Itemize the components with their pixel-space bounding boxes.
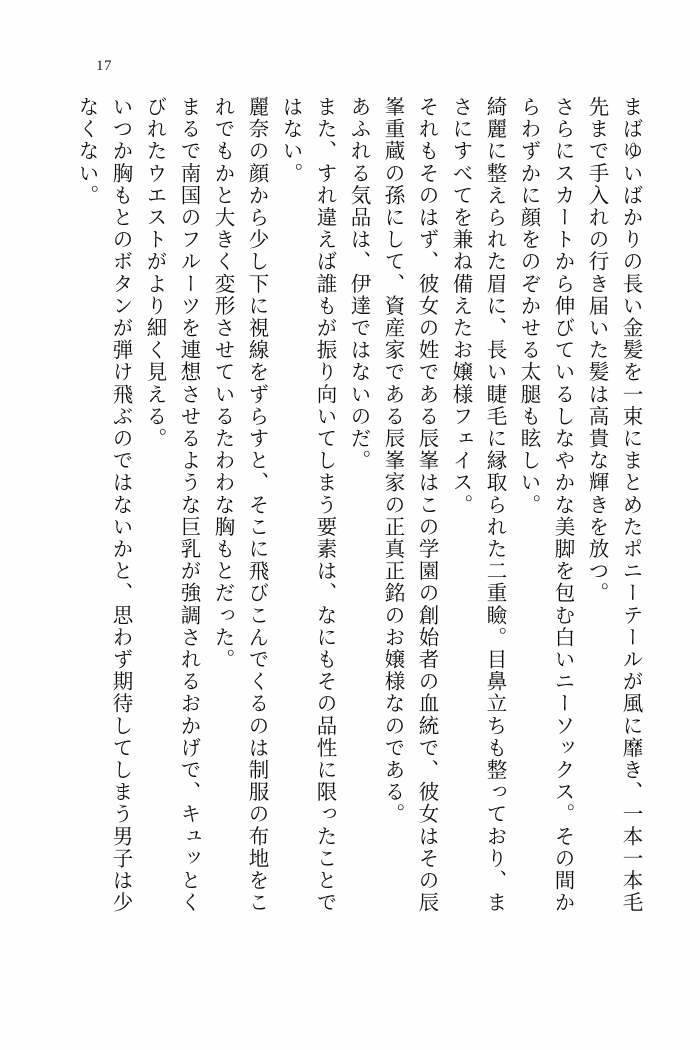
text-column: れでもかと大きく変形させているたわわな胸もとだった。 — [211, 96, 233, 671]
text-column: 先まで手入れの行き届いた髪は高貴な輝きを放つ。 — [585, 96, 607, 605]
text-column: あふれる気品は、伊達ではないのだ。 — [347, 96, 369, 472]
text-column: 麗奈の顔から少し下に視線をずらすと、そこに飛びこんでくるのは制服の布地をこ — [245, 96, 267, 914]
text-column: まるで南国のフルーツを連想させるような巨乳が強調されるおかげで、キュッとく — [177, 96, 199, 914]
text-column: さらにスカートから伸びているしなやかな美脚を包む白いニーソックス。その間か — [551, 96, 573, 914]
text-column: 綺麗に整えられた眉に、長い睫毛に縁取られた二重瞼。目鼻立ちも整っており、ま — [483, 96, 505, 914]
text-column: らわずかに顔をのぞかせる太腿も眩しい。 — [517, 96, 539, 516]
text-column: まばゆいばかりの長い金髪を一束にまとめたポニーテールが風に靡き、一本一本毛 — [619, 96, 641, 914]
text-column: いつか胸もとのボタンが弾け飛ぶのではないかと、思わず期待してしまう男子は少 — [109, 96, 131, 914]
text-column: また、すれ違えば誰もが振り向いてしまう要素は、なにもその品性に限ったことで — [313, 96, 335, 914]
text-column: びれたウエストがより細く見える。 — [143, 96, 165, 450]
text-column: はない。 — [279, 96, 301, 185]
text-column: なくない。 — [75, 96, 97, 207]
text-column: 峯重蔵の孫にして、資産家である辰峯家の正真正銘のお嬢様なのである。 — [381, 96, 403, 826]
page-number: 17 — [96, 58, 112, 74]
vertical-text-body — [60, 96, 640, 986]
text-column: それもそのはず、彼女の姓である辰峯はこの学園の創始者の血統で、彼女はその辰 — [415, 96, 437, 914]
text-column: さにすべてを兼ね備えたお嬢様フェイス。 — [449, 96, 471, 516]
